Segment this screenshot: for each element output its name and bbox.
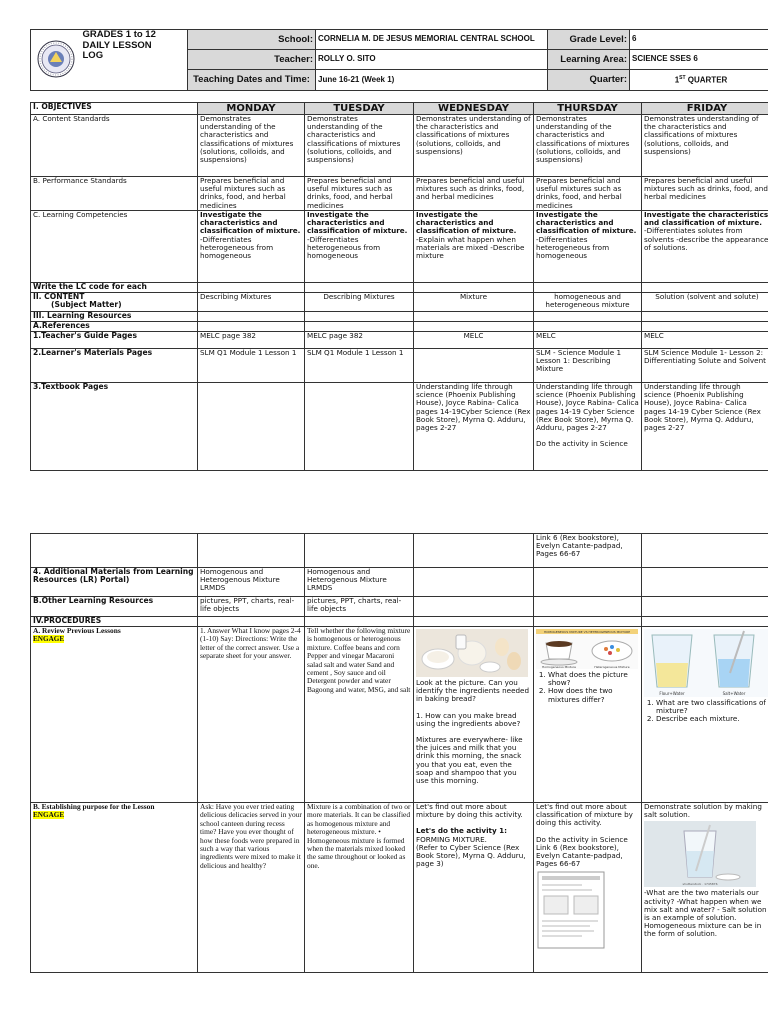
- activity-sheet-image: [536, 870, 606, 950]
- page2-thu-top: Link 6 (Rex bookstore), Evelyn Catante-padpad, Pages 66-67: [534, 534, 642, 568]
- mixture-comparison-image: [536, 629, 638, 669]
- grade-label: Grade Level:: [548, 30, 630, 50]
- content-standards-thu: Demonstrates understanding of the characteristics and classifications of mixtures (solutions, colloids, and suspensions): [534, 115, 642, 177]
- other-mon: pictures, PPT, charts, real-life objects: [198, 597, 305, 617]
- performance-standards-fri: Prepares beneficial and useful mixtures such as drinks, food, and herbal medicines: [642, 177, 768, 211]
- learning-resources-heading: III. Learning Resources: [31, 312, 198, 322]
- purpose-wed: Let's find out more about mixture by doing this activity. Let's do the activity 1: FORMING MIXTURE. (Refer to Cyber Science (Rex Book Store), Myrna Q. Adduru, page 3): [414, 803, 534, 973]
- day-thursday: THURSDAY: [534, 103, 642, 115]
- flour-salt-water-image: [644, 629, 768, 697]
- day-wednesday: WEDNESDAY: [414, 103, 534, 115]
- purpose-label: B. Establishing purpose for the Lesson ENGAGE: [31, 803, 198, 973]
- content-standards-mon: Demonstrates understanding of the characteristics and classifications of mixtures (solutions, colloids, and suspensions): [198, 115, 305, 177]
- review-wed: Look at the picture. Can you identify the ingredients needed in baking bread? 1. How can you make bread using the ingredients above? Mixtures are everywhere- like the juices and milk that you drink this morning, the snack you that you eat, even the soap and shampoo that you use this morning.: [414, 627, 534, 803]
- procedures-table: [30, 533, 768, 973]
- lm-pages-fri: SLM Science Module 1- Lesson 2: Differentiating Solute and Solvent: [642, 349, 768, 383]
- content-wed: Mixture: [414, 293, 534, 312]
- school-logo-cell: [31, 30, 81, 91]
- competencies-tue: Investigate the characteristics and classification of mixture. -Differentiates heterogeneous from homogeneous: [305, 211, 414, 283]
- performance-standards-wed: Prepares beneficial and useful mixtures such as drinks, food, and herbal medicines: [414, 177, 534, 211]
- lesson-table: [30, 102, 768, 471]
- textbook-thu: Understanding life through science (Phoenix Publishing House), Joyce Rabina- Calica pages 14-19 Cyber Science (Rex Book Store), Myrna Q. Adduru, pages 2-27 Do the activity in Science: [534, 383, 642, 471]
- review-mon: 1. Answer What I know pages 2-4 (1-10) Say: Directions: Write the letter of the correct answer. Use a separate sheet for your answer.: [198, 627, 305, 803]
- grade-value: 6: [630, 30, 768, 50]
- additional-tue: Homogenous and Heterogenous Mixture LRMDS: [305, 568, 414, 597]
- dates-value: June 16-21 (Week 1): [316, 70, 548, 91]
- mixture-image-title: HOMOGENEOUS MIXTURE VS HETEROGENEOUS MIXTURE: [543, 630, 631, 634]
- competencies-mon: Investigate the characteristics and classification of mixture. -Differentiates heterogeneous from homogeneous: [198, 211, 305, 283]
- competencies-wed: Investigate the characteristics and classification of mixture. -Explain what happen when materials are mixed -Describe mixture: [414, 211, 534, 283]
- lc-code-label: Write the LC code for each: [31, 283, 198, 293]
- area-label: Learning Area:: [548, 50, 630, 70]
- tg-pages-fri: MELC: [642, 332, 768, 349]
- teacher-label: Teacher:: [188, 50, 316, 70]
- additional-mon: Homogenous and Heterogenous Mixture LRMDS: [198, 568, 305, 597]
- content-label: II. CONTENT (Subject Matter): [31, 293, 198, 312]
- performance-standards-mon: Prepares beneficial and useful mixtures such as drinks, food, and herbal medicines: [198, 177, 305, 211]
- lm-pages-wed: [414, 349, 534, 383]
- lm-pages-label: 2.Learner's Materials Pages: [31, 349, 198, 383]
- content-fri: Solution (solvent and solute): [642, 293, 768, 312]
- heterogeneous-image-label: Heterogeneous Mixture: [594, 665, 630, 669]
- additional-materials-label: 4. Additional Materials from Learning Resources (LR) Portal): [31, 568, 198, 597]
- tg-pages-mon: MELC page 382: [198, 332, 305, 349]
- homogeneous-image-label: Homogeneous Mixture: [542, 665, 576, 669]
- school-value: CORNELIA M. DE JESUS MEMORIAL CENTRAL SCHOOL: [316, 30, 548, 50]
- content-standards-fri: Demonstrates understanding of the characteristics and classifications of mixtures (solutions, colloids, and suspensions): [642, 115, 768, 177]
- baking-ingredients-image: [416, 629, 528, 677]
- performance-standards-tue: Prepares beneficial and useful mixtures such as drinks, food, and herbal medicines: [305, 177, 414, 211]
- tg-pages-tue: MELC page 382: [305, 332, 414, 349]
- tg-pages-label: 1.Teacher's Guide Pages: [31, 332, 198, 349]
- performance-standards-thu: Prepares beneficial and useful mixtures such as drinks, food, and herbal medicines: [534, 177, 642, 211]
- flour-water-label: Flour+Water: [659, 691, 685, 696]
- salt-solution-image: [644, 821, 756, 887]
- lm-pages-tue: SLM Q1 Module 1 Lesson 1: [305, 349, 414, 383]
- textbook-label: 3.Textbook Pages: [31, 383, 198, 471]
- content-standards-label: A. Content Standards: [31, 115, 198, 177]
- header-table: [30, 29, 768, 91]
- other-resources-label: B.Other Learning Resources: [31, 597, 198, 617]
- salt-water-label: Salt+Water: [722, 691, 746, 696]
- purpose-tue: Mixture is a combination of two or more materials. It can be classified as homogenous mixture and heterogeneous mixture. • Homogeneous mixture is formed when the materials mixed looked the same throughout or looked as one.: [305, 803, 414, 973]
- references-heading: A.References: [31, 322, 198, 332]
- deped-seal-icon: [37, 40, 75, 78]
- quarter-label: Quarter:: [548, 70, 630, 91]
- area-value: SCIENCE SSES 6: [630, 50, 768, 70]
- purpose-fri: Demonstrate solution by making salt solution. shutterstock · 1745876 -What are the two materials our activity? -What happen when we mix salt and water? - Salt solution is an example of solution. Homogeneous mixture can be in the form of solution.: [642, 803, 768, 973]
- day-tuesday: TUESDAY: [305, 103, 414, 115]
- review-label: A. Review Previous Lessons ENGAGE: [31, 627, 198, 803]
- tg-pages-wed: MELC: [414, 332, 534, 349]
- purpose-mon: Ask: Have you ever tried eating delicious delicacies served in your school canteen during recess time? Have you ever thought of how these foods were prepared in such a way that various ingredients were mixed to make it delicious and healthy?: [198, 803, 305, 973]
- review-tue: Tell whether the following mixture is homogenous or heterogenous mixture. Coffee beans and corn Pepper and vinegar Macaroni salad salt and water Sand and cement , Soy sauce and oil Detergent powder and water Bagoong and water, MSG, and salt: [305, 627, 414, 803]
- day-monday: MONDAY: [198, 103, 305, 115]
- content-standards-tue: Demonstrates understanding of the characteristics and classifications of mixtures (solutions, colloids, and suspensions): [305, 115, 414, 177]
- textbook-fri: Understanding life through science (Phoenix Publishing House), Joyce Rabina- Calica pages 14-19 Cyber Science (Rex Book Store), Myrna Q. Adduru, pages 2-27: [642, 383, 768, 471]
- dll-title: GRADES 1 to 12 DAILY LESSON LOG: [81, 30, 188, 91]
- lm-pages-thu: SLM - Science Module 1 Lesson 1: Describing Mixture: [534, 349, 642, 383]
- other-tue: pictures, PPT, charts, real-life objects: [305, 597, 414, 617]
- review-thu-item: 1. What does the picture show?: [548, 671, 639, 687]
- content-tue: Describing Mixtures: [305, 293, 414, 312]
- objectives-heading: I. OBJECTIVES: [31, 103, 198, 115]
- engage-tag: ENGAGE: [33, 635, 65, 644]
- salt-solution-caption: shutterstock · 1745876: [682, 882, 718, 887]
- review-fri-item: 2. Describe each mixture.: [656, 715, 768, 723]
- review-fri-item: 1. What are two classifications of mixture?: [656, 699, 768, 715]
- procedures-heading: IV.PROCEDURES: [31, 617, 198, 627]
- competencies-thu: Investigate the characteristics and classification of mixture. -Differentiates heterogeneous from homogeneous: [534, 211, 642, 283]
- competencies-fri: Investigate the characteristics and classification of mixture. -Differentiates solutes from solvents -describe the appearance of solutions.: [642, 211, 768, 283]
- textbook-wed: Understanding life through science (Phoenix Publishing House), Joyce Rabina- Calica pages 14-19Cyber Science (Rex Book Store), Myrna Q. Adduru, pages 2-27: [414, 383, 534, 471]
- engage-tag: ENGAGE: [33, 811, 65, 820]
- quarter-value: 1ST QUARTER: [630, 70, 768, 91]
- review-fri: [642, 627, 768, 803]
- content-mon: Describing Mixtures: [198, 293, 305, 312]
- competencies-label: C. Learning Competencies: [31, 211, 198, 283]
- tg-pages-thu: MELC: [534, 332, 642, 349]
- teacher-value: ROLLY O. SITO: [316, 50, 548, 70]
- day-friday: FRIDAY: [642, 103, 768, 115]
- school-label: School:: [188, 30, 316, 50]
- purpose-thu: Let's find out more about classification of mixture by doing this activity. Do the activity in Science Link 6 (Rex bookstore), Evelyn Catante-padpad, Pages 66-67: [534, 803, 642, 973]
- content-thu: homogeneous and heterogeneous mixture: [534, 293, 642, 312]
- review-thu: [534, 627, 642, 803]
- performance-standards-label: B. Performance Standards: [31, 177, 198, 211]
- lm-pages-mon: SLM Q1 Module 1 Lesson 1: [198, 349, 305, 383]
- content-standards-wed: Demonstrates understanding of the characteristics and classifications of mixtures (solutions, colloids, and suspensions): [414, 115, 534, 177]
- dates-label: Teaching Dates and Time:: [188, 70, 316, 91]
- review-thu-item: 2. How does the two mixtures differ?: [548, 687, 639, 703]
